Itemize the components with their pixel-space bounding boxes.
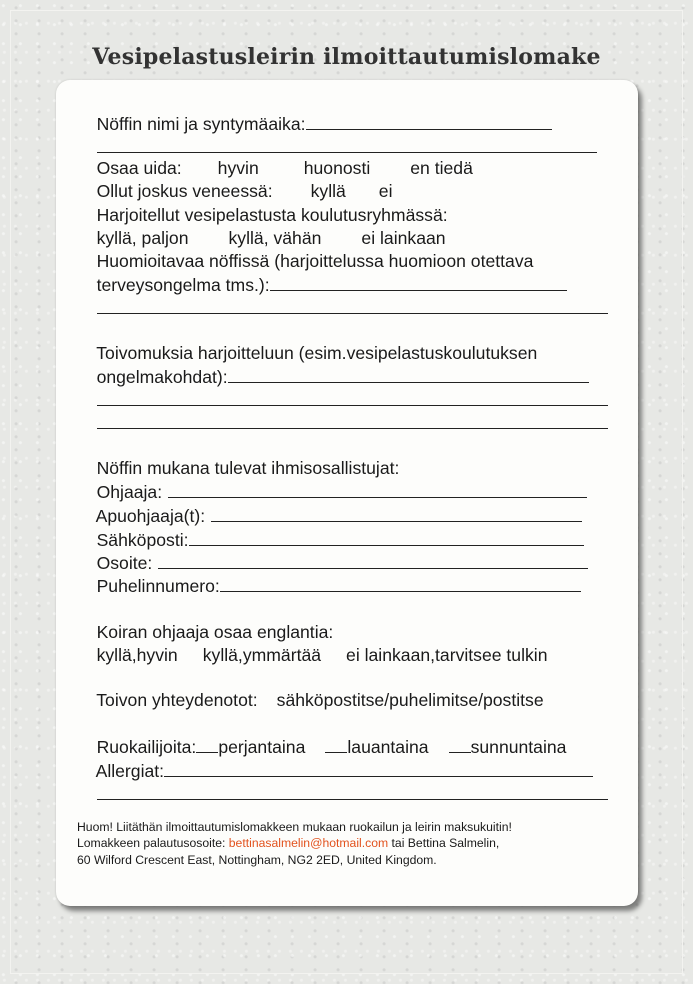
swim-option-unknown[interactable]: en tiedä [410,157,473,178]
training-option-none[interactable]: ei lainkaan [361,227,446,248]
boat-option-yes[interactable]: kyllä [310,180,346,201]
allergies-label: Allergiat: [95,760,165,781]
english-option-none[interactable]: ei lainkaan,tarvitsee tulkin [346,644,548,665]
notes-label-line1: Huomioitavaa nöffissä (harjoittelussa huomioon otettava [96,250,534,271]
footer-line-1: Huom! Liitäthän ilmoittautumislomakkeen mukaan ruokailun ja leirin maksukuitin! [77,820,512,834]
english-option-well[interactable]: kyllä,hyvin [96,644,178,665]
footer-line-3: 60 Wilford Crescent East, Nottingham, NG2 2ED, United Kingdom. [77,852,437,867]
contact-options[interactable]: sähköpostitse/puhelimitse/postitse [276,689,544,710]
meals-option-saturday: lauantaina [347,736,429,757]
footer-line-2 [77,835,617,851]
meals-label: Ruokailijoita: [96,736,197,757]
notes-label-line2: terveysongelma tms.): [96,274,270,295]
wishes-label-line2: ongelmakohdat): [96,366,228,387]
training-option-lots[interactable]: kyllä, paljon [96,227,189,248]
form-title: Vesipelastusleirin ilmoittautumislomake [92,44,601,70]
footer-note [77,819,617,868]
wishes-label-line1: Toivomuksia harjoitteluun (esim.vesipelastuskoulutuksen [96,342,538,363]
address-label: Osoite: [96,552,153,573]
boat-label: Ollut joskus veneessä: [96,180,273,201]
phone-label: Puhelinnumero: [96,575,220,596]
footer-return-label: Lomakkeen palautusosoite: [77,836,229,851]
wishes-field-line3[interactable] [97,411,608,429]
english-option-understands[interactable]: kyllä,ymmärtää [202,644,322,665]
allergies-field-line2[interactable] [97,782,608,800]
boat-option-no[interactable]: ei [378,180,393,201]
training-label: Harjoitellut vesipelastusta koulutusryhmässä: [96,204,448,225]
swim-option-poor[interactable]: huonosti [303,157,371,178]
training-option-little[interactable]: kyllä, vähän [228,227,322,248]
people-label: Nöffin mukana tulevat ihmisosallistujat: [96,457,400,478]
footer-return-name: tai Bettina Salmelin, [388,836,500,851]
dog-name-label: Nöffin nimi ja syntymäaika: [96,113,306,134]
english-label: Koiran ohjaaja osaa englantia: [96,621,334,642]
phone-field[interactable] [220,574,581,592]
swim-label: Osaa uida: [96,157,182,178]
assistant-label: Apuohjaaja(t): [95,505,206,526]
notes-field-line2[interactable] [97,296,608,314]
footer-email-link[interactable]: bettinasalmelin@hotmail.com [228,836,389,851]
swim-option-good[interactable]: hyvin [217,157,259,178]
email-label: Sähköposti: [96,529,189,550]
contact-label: Toivon yhteydenotot: [96,689,258,710]
handler-label: Ohjaaja: [96,481,163,502]
meals-option-friday: perjantaina [218,736,306,757]
meals-option-sunday: sunnuntaina [470,736,567,757]
